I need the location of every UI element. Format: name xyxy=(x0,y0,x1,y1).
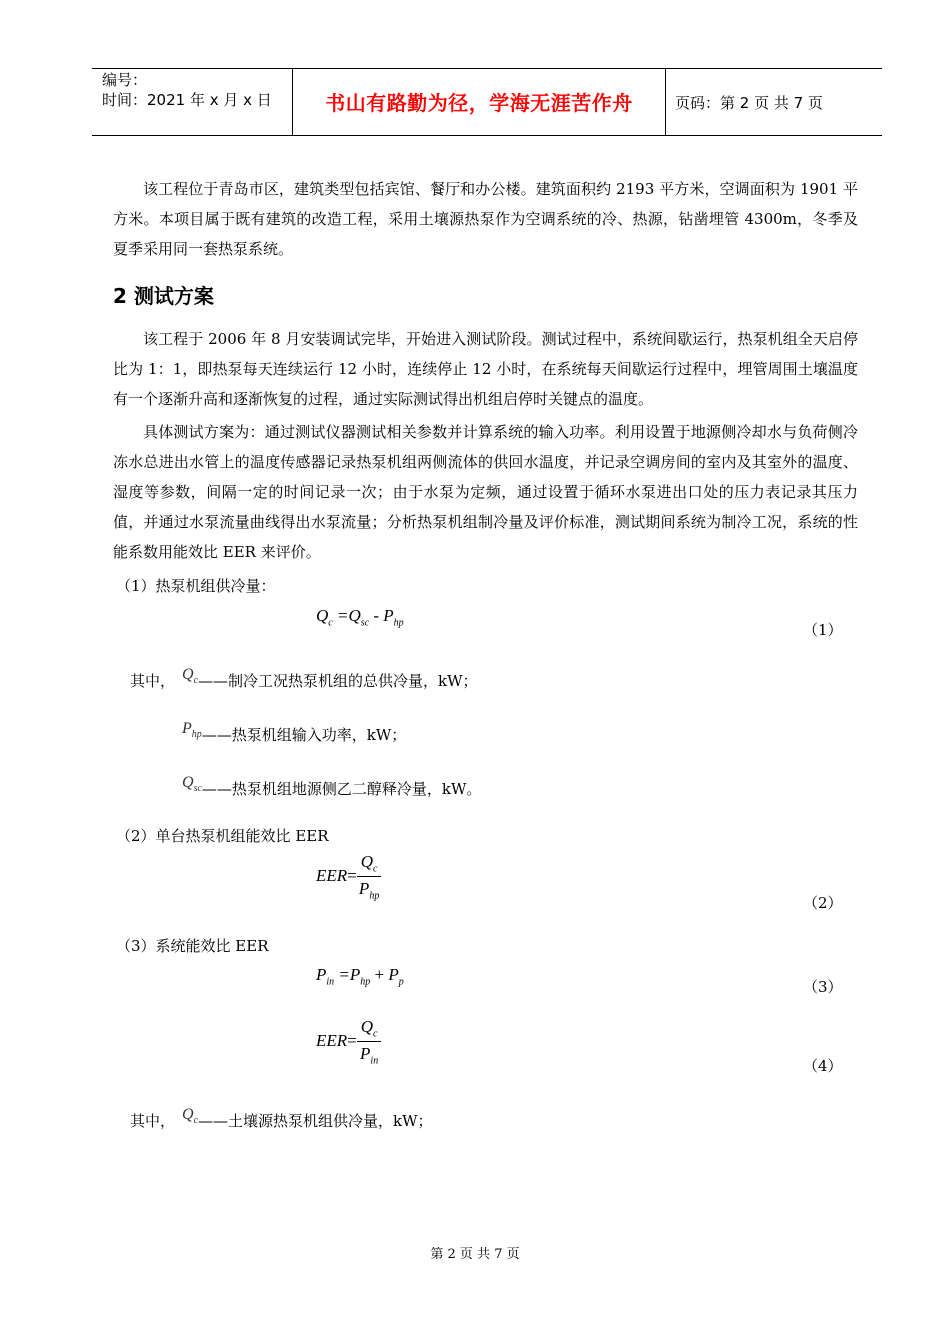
page-footer: 第 2 页 共 7 页 xyxy=(430,1247,520,1262)
header-table xyxy=(92,68,882,136)
paragraph-test-process: 该工程于 2006 年 8 月安装调试完毕，开始进入测试阶段。测试过程中，系统间歇运行，热泵机组全天启停比为 1：1，即热泵每天连续运行 12 小时，连续停止 12 小时，在系统每天间歇运行过程中，埋管周围土壤温度有一个逐渐升高和逐渐恢复的过程，通过实际测试得出机组启停时关键点的温度。 xyxy=(113,330,858,408)
equation-2: EER= $\frac{Q_c}{P_{hp}}$ xyxy=(316,852,381,902)
definition-php: $P_{hp}——$热泵机组输入功率，kW； xyxy=(182,720,407,744)
equation-1: $Q_c =Q_{sc} - P_{hp}$ xyxy=(316,606,404,629)
where-label: 其中， xyxy=(130,672,176,690)
equation-number-1: （1） xyxy=(803,621,843,639)
header-info-cell xyxy=(92,69,292,135)
header-page-number: 页码：第 2 页 共 7 页 xyxy=(675,94,823,112)
equation-number-4: （4） xyxy=(803,1057,843,1075)
definition-qc-soil: $Q_c——$土壤源热泵机组供冷量，kW； xyxy=(182,1106,433,1130)
item-unit-eer: （2）单台热泵机组能效比 EER xyxy=(116,827,329,845)
intro-paragraph: 该工程位于青岛市区，建筑类型包括宾馆、餐厅和办公楼。建筑面积约 2193 平方米，空调面积为 1901 平方米。本项目属于既有建筑的改造工程，采用土壤源热泵作为空调系统的冷、热源，钻凿埋管 4300m，冬季及夏季采用同一套热泵系统。 xyxy=(113,180,858,258)
equation-number-2: （2） xyxy=(803,894,843,912)
code-label: 编号： xyxy=(102,71,148,89)
definition-qsc: $Q_{sc}——$热泵机组地源侧乙二醇释冷量，kW。 xyxy=(182,774,482,798)
section-heading: 2 测试方案 xyxy=(113,284,214,308)
where-label-2: 其中， xyxy=(130,1112,176,1130)
equation-number-3: （3） xyxy=(803,978,843,996)
item-system-eer: （3）系统能效比 EER xyxy=(116,937,269,955)
definition-qc: $Q_c——$制冷工况热泵机组的总供冷量，kW； xyxy=(182,666,478,690)
equation-3: $P_{in} =P_{hp} + P_p$ xyxy=(316,965,404,988)
item-cooling-capacity: （1）热泵机组供冷量： xyxy=(116,577,276,595)
equation-4: EER= $\frac{Q_c}{P_{in}}$ xyxy=(316,1017,381,1067)
header-page-cell xyxy=(665,69,882,135)
paragraph-test-scheme: 具体测试方案为：通过测试仪器测试相关参数并计算系统的输入功率。利用设置于地源侧冷却水与负荷侧冷冻水总进出水管上的温度传感器记录热泵机组两侧流体的供回水温度，并记录空调房间的室内及其室外的温度、湿度等参数，间隔一定的时间记录一次；由于水泵为定频，通过设置于循环水泵进出口处的压力表记录其压力值，并通过水泵流量曲线得出水泵流量；分析热泵机组制冷量及评价标准，测试期间系统为制冷工况，系统的性能系数用能效比 EER 来评价。 xyxy=(113,423,858,561)
header-motto-cell xyxy=(292,69,666,135)
motto: 书山有路勤为径，学海无涯苦作舟 xyxy=(325,91,633,115)
time-label: 时间：2021 年 x 月 x 日 xyxy=(102,91,272,109)
